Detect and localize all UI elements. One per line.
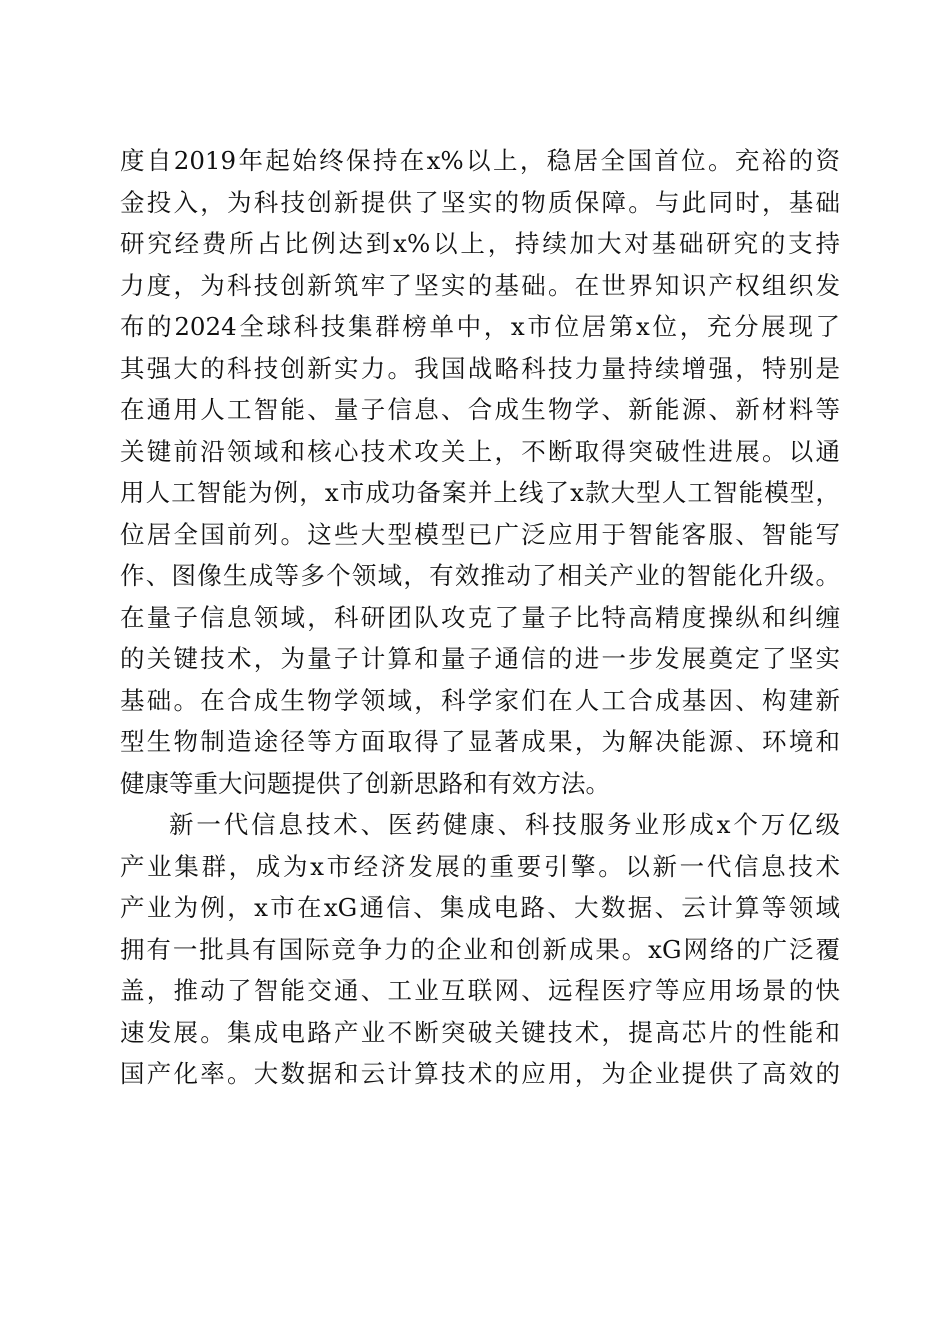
text-line: 关键前沿领域和核心技术攻关上，不断取得突破性进展。以通 bbox=[120, 436, 840, 466]
text-line: 金投入，为科技创新提供了坚实的物质保障。与此同时，基础 bbox=[120, 187, 840, 217]
text-line: 型生物制造途径等方面取得了显著成果，为解决能源、环境和 bbox=[120, 727, 840, 756]
text-line: 在量子信息领域，科研团队攻克了量子比特高精度操纵和纠缠 bbox=[120, 602, 840, 632]
text-line: 产业集群，成为x市经济发展的重要引擎。以新一代信息技术 bbox=[120, 851, 840, 881]
text-line: 盖，推动了智能交通、工业互联网、远程医疗等应用场景的快 bbox=[120, 976, 840, 1005]
text-line: 力度，为科技创新筑牢了坚实的基础。在世界知识产权组织发 bbox=[120, 270, 840, 300]
paragraph-1 bbox=[120, 140, 840, 804]
text-line: 度自2019年起始终保持在x%以上，稳居全国首位。充裕的资 bbox=[120, 146, 840, 175]
text-line: 新一代信息技术、医药健康、科技服务业形成x个万亿级 bbox=[169, 810, 840, 839]
text-line: 布的2024全球科技集群榜单中，x市位居第x位，充分展现了 bbox=[120, 312, 840, 341]
body-text bbox=[120, 140, 840, 1095]
text-line: 的关键技术，为量子计算和量子通信的进一步发展奠定了坚实 bbox=[120, 644, 840, 673]
text-line: 基础。在合成生物学领域，科学家们在人工合成基因、构建新 bbox=[120, 685, 840, 715]
text-line: 位居全国前列。这些大型模型已广泛应用于智能客服、智能写 bbox=[120, 519, 840, 549]
text-line: 用人工智能为例，x市成功备案并上线了x款大型人工智能模型， bbox=[120, 478, 840, 507]
text-line: 拥有一批具有国际竞争力的企业和创新成果。xG网络的广泛覆 bbox=[120, 934, 840, 964]
text-line: 速发展。集成电路产业不断突破关键技术，提高芯片的性能和 bbox=[120, 1017, 840, 1047]
text-line: 国产化率。大数据和云计算技术的应用，为企业提供了高效的 bbox=[120, 1059, 840, 1088]
text-line: 研究经费所占比例达到x%以上，持续加大对基础研究的支持 bbox=[120, 229, 840, 258]
text-line: 作、图像生成等多个领域，有效推动了相关产业的智能化升级。 bbox=[120, 561, 840, 590]
text-line: 其强大的科技创新实力。我国战略科技力量持续增强，特别是 bbox=[120, 353, 840, 383]
text-line: 健康等重大问题提供了创新思路和有效方法。 bbox=[120, 768, 610, 798]
text-line: 在通用人工智能、量子信息、合成生物学、新能源、新材料等 bbox=[120, 395, 840, 424]
paragraph-2 bbox=[120, 804, 840, 1095]
text-line: 产业为例，x市在xG通信、集成电路、大数据、云计算等领域 bbox=[120, 893, 840, 922]
